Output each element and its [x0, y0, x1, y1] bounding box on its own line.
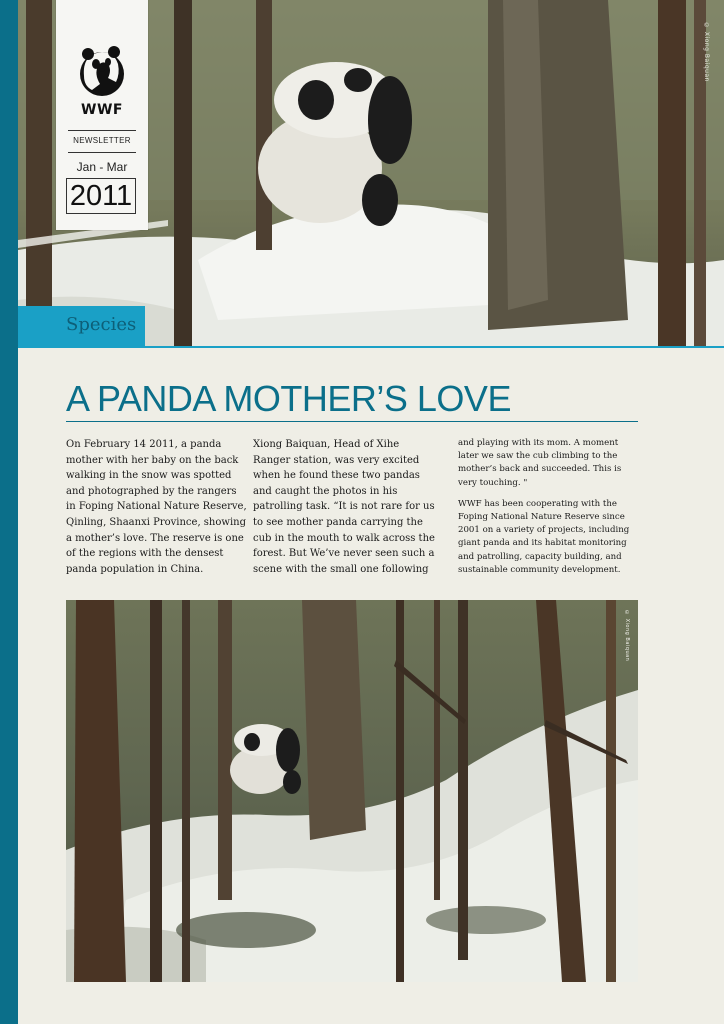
issue-period: Jan - Mar [76, 160, 128, 174]
hero-photo-credit: © Xiong Baiquan [703, 22, 710, 82]
forest-photo-credit: © Xiong Baiquan [624, 610, 630, 662]
article-paragraph: WWF has been cooperating with the Foping National Nature Reserve since 2001 on a variety of projects, including giant panda and its habitat monitoring and patrolling, capacity building, and sustainable community development. [458, 498, 630, 575]
newsletter-label: NEWSLETTER [73, 136, 131, 145]
panda-logo-icon [72, 40, 132, 100]
left-accent-bar [0, 0, 18, 1024]
article-paragraph: On February 14 2011, a panda mother with her baby on the back walking in the snow was spotted and photographed by the rangers in Foping National Nature Reserve, Qinling, Shaanxi Province, showing a mother’s love. The reserve is one of the regions with the densest panda population in China. [66, 439, 247, 575]
article-paragraph: Xiong Baiquan, Head of Xihe Ranger station, was very excited when he found these two pandas and caught the photos in his patrolling task. “It is not rare for us to see mother panda carrying the cub in the mouth to walk across the forest. But We’ve never seen such a scene with the small one following [253, 439, 435, 575]
forest-panda-photo [66, 600, 638, 982]
wwf-wordmark: WWF [81, 102, 123, 118]
article-column-3 [458, 437, 636, 577]
article-column-2 [253, 437, 435, 577]
title-underline [66, 421, 638, 422]
article-column-1 [66, 437, 248, 577]
article-title: A PANDA MOTHER’S LOVE [66, 378, 511, 419]
wwf-newsletter-badge [56, 0, 148, 230]
badge-divider [68, 152, 136, 153]
badge-divider [68, 130, 136, 131]
issue-year: 2011 [66, 178, 136, 214]
section-tab [18, 306, 145, 346]
section-rule [18, 346, 724, 348]
article-paragraph: and playing with its mom. A moment later we saw the cub climbing to the mother’s back and succeeded. This is very touching. " [458, 438, 622, 488]
section-label: Species [66, 314, 137, 335]
